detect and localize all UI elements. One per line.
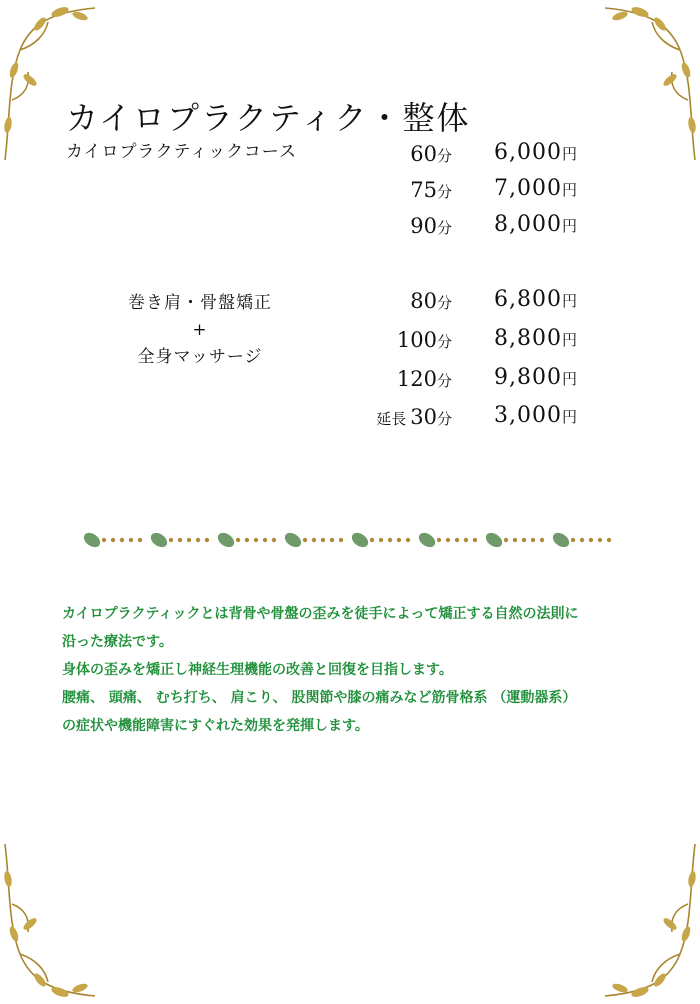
dot-icon [464, 538, 468, 542]
dot-icon [312, 538, 316, 542]
price-value: 8,800 [494, 326, 562, 351]
dot-icon [263, 538, 267, 542]
minute-unit: 分 [436, 183, 452, 201]
dot-icon [187, 538, 191, 542]
minute-unit: 分 [436, 333, 452, 351]
minute-unit: 分 [436, 219, 452, 237]
dot-icon [504, 538, 508, 542]
duration-value: 100 [396, 328, 437, 352]
duration-60 [302, 142, 452, 166]
price-value: 3,000 [494, 403, 562, 428]
duration-extension-30 [302, 405, 452, 429]
dot-icon [531, 538, 535, 542]
duration-value: 80 [410, 289, 437, 313]
price-value: 8,000 [494, 212, 562, 237]
course-name: カイロプラクティックコース [66, 142, 297, 162]
price-8800 [494, 326, 578, 351]
leaf-icon [550, 530, 572, 550]
yen-unit: 円 [561, 408, 578, 426]
price-8000 [494, 212, 578, 237]
leaf-icon [483, 530, 505, 550]
dot-icon [321, 538, 325, 542]
dot-icon [379, 538, 383, 542]
price-6800 [494, 287, 578, 312]
duration-75 [302, 178, 452, 202]
minute-unit: 分 [436, 147, 452, 165]
dot-icon [129, 538, 133, 542]
dot-icon [330, 538, 334, 542]
price-7000 [494, 176, 578, 201]
leaf-icon [349, 530, 371, 550]
dot-icon [589, 538, 593, 542]
dot-icon [169, 538, 173, 542]
description [62, 600, 662, 740]
dot-icon [513, 538, 517, 542]
duration-120 [302, 367, 452, 391]
dot-icon [138, 538, 142, 542]
dot-icon [339, 538, 343, 542]
dot-icon [571, 538, 575, 542]
yen-unit: 円 [561, 331, 578, 349]
duration-100 [302, 328, 452, 352]
yen-unit: 円 [561, 217, 578, 235]
price-3000 [494, 403, 578, 428]
leaf-icon [81, 530, 103, 550]
duration-value: 60 [410, 142, 437, 166]
price-value: 6,800 [494, 287, 562, 312]
yen-unit: 円 [561, 145, 578, 163]
dot-icon [111, 538, 115, 542]
dot-icon [473, 538, 477, 542]
dot-icon [370, 538, 374, 542]
dot-icon [102, 538, 106, 542]
dot-icon [540, 538, 544, 542]
combo-line-1: 巻き肩・骨盤矯正 [128, 293, 272, 313]
dot-icon [455, 538, 459, 542]
duration-value: 75 [410, 178, 437, 202]
vine-ornament-bottom-left [0, 834, 110, 1004]
combo-line-2: 全身マッサージ [137, 347, 263, 367]
description-line: カイロプラクティックとは背骨や骨盤の歪みを徒手によって矯正する自然の法則に [62, 606, 579, 622]
yen-unit: 円 [561, 370, 578, 388]
duration-90 [302, 214, 452, 238]
dot-icon [406, 538, 410, 542]
dot-icon [205, 538, 209, 542]
dot-icon [236, 538, 240, 542]
duration-value: 30 [410, 405, 437, 429]
minute-unit: 分 [436, 294, 452, 312]
description-line: 身体の歪みを矯正し神経生理機能の改善と回復を目指します。 [62, 662, 453, 678]
combo-plus: + [192, 320, 208, 340]
dot-icon [437, 538, 441, 542]
price-9800 [494, 365, 578, 390]
dot-icon [272, 538, 276, 542]
duration-value: 120 [396, 367, 437, 391]
price-value: 6,000 [494, 140, 562, 165]
dot-icon [254, 538, 258, 542]
dot-icon [245, 538, 249, 542]
leaf-icon [215, 530, 237, 550]
dot-icon [388, 538, 392, 542]
leaf-icon [282, 530, 304, 550]
vine-ornament-bottom-right [590, 834, 700, 1004]
dot-icon [397, 538, 401, 542]
dot-icon [598, 538, 602, 542]
dot-icon [120, 538, 124, 542]
vine-ornament-top-right [590, 0, 700, 170]
yen-unit: 円 [561, 292, 578, 310]
dot-icon [446, 538, 450, 542]
extension-prefix: 延長 [376, 410, 407, 428]
dot-icon [178, 538, 182, 542]
page-title: カイロプラクティク・整体 [66, 99, 471, 138]
dot-icon [196, 538, 200, 542]
dot-icon [607, 538, 611, 542]
duration-value: 90 [410, 214, 437, 238]
dot-icon [303, 538, 307, 542]
leaf-icon [416, 530, 438, 550]
duration-80 [302, 289, 452, 313]
price-value: 9,800 [494, 365, 562, 390]
price-value: 7,000 [494, 176, 562, 201]
price-6000 [494, 140, 578, 165]
combo-course-name [100, 290, 300, 371]
leaf-dot-divider [80, 528, 620, 552]
leaf-icon [148, 530, 170, 550]
yen-unit: 円 [561, 181, 578, 199]
minute-unit: 分 [436, 410, 452, 428]
minute-unit: 分 [436, 372, 452, 390]
dot-icon [580, 538, 584, 542]
description-line: の症状や機能障害にすぐれた効果を発揮します。 [62, 718, 369, 734]
description-line: 腰痛、 頭痛、 むち打ち、 肩こり、 股関節や膝の痛みなど筋骨格系 （運動器系） [62, 690, 577, 706]
dot-icon [522, 538, 526, 542]
description-line: 沿った療法です。 [62, 634, 173, 650]
